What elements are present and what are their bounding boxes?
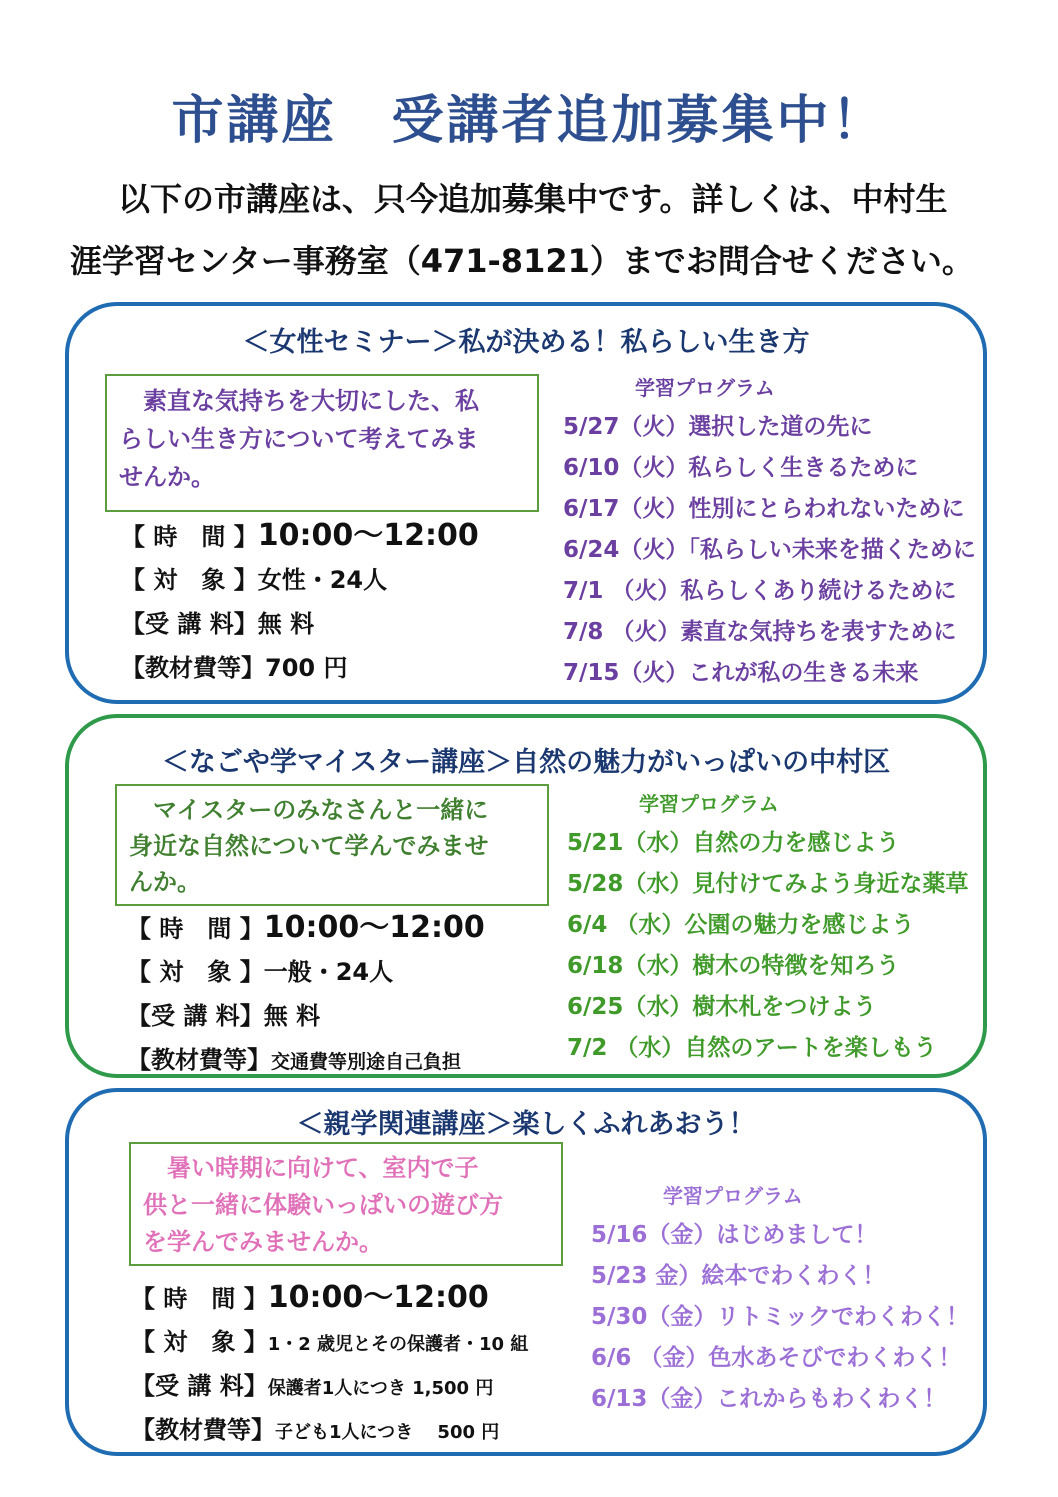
description-box xyxy=(129,1142,563,1266)
program-item: 6/24（火）「私らしい未来を描くために xyxy=(563,537,976,563)
value-materials: 交通費等別途自己負担 xyxy=(271,1051,462,1073)
intro-line-1: 以下の市講座は、只今追加募集中です。詳しくは、中村生 xyxy=(118,180,948,218)
section-womens-seminar xyxy=(65,302,987,704)
program-item: 6/4 （水）公園の魅力を感じよう xyxy=(567,912,915,938)
info-time xyxy=(121,514,479,558)
program-item: 5/16（金）はじめまして！ xyxy=(591,1222,878,1248)
section-title: ＜なごや学マイスター講座＞自然の魅力がいっぱいの中村区 xyxy=(161,747,891,778)
info-fee xyxy=(127,994,485,1038)
program-item: 7/8 （火）素直な気持ちを表すために xyxy=(563,619,957,645)
value-time: 10:00〜12:00 xyxy=(257,518,479,553)
info-fee xyxy=(131,1364,528,1408)
program-heading: 学習プログラム xyxy=(635,376,775,400)
value-time: 10:00〜12:00 xyxy=(267,1280,489,1315)
label-materials: 【教材費等】 xyxy=(121,654,265,682)
program-item: 7/15（火）これが私の生きる未来 xyxy=(563,660,919,686)
section-title: ＜女性セミナー＞私が決める！私らしい生き方 xyxy=(242,327,810,358)
info-time xyxy=(127,906,485,950)
description-line: 身近な自然について学んでみませ xyxy=(129,832,489,860)
description-line: 供と一緒に体験いっぱいの遊び方 xyxy=(143,1191,503,1219)
value-target: 一般・24人 xyxy=(263,958,394,986)
program-item: 5/27（火）選択した道の先に xyxy=(563,414,873,440)
program-list xyxy=(567,788,968,1069)
value-materials: 700 円 xyxy=(265,654,348,682)
program-item: 6/17（火）性別にとらわれないために xyxy=(563,496,965,522)
label-time: 【 時 間 】 xyxy=(121,523,258,551)
section-parenting xyxy=(65,1088,987,1456)
description-line: らしい生き方について考えてみま xyxy=(119,425,479,453)
description-line: を学んでみませんか。 xyxy=(143,1228,383,1256)
program-item: 6/18（水）樹木の特徴を知ろう xyxy=(567,953,900,979)
label-materials: 【教材費等】 xyxy=(127,1046,271,1074)
label-time: 【 時 間 】 xyxy=(127,915,264,943)
page-title: 市講座 受講者追加募集中！ xyxy=(171,91,887,151)
value-time: 10:00〜12:00 xyxy=(263,910,485,945)
description-box xyxy=(105,374,539,512)
value-fee: 無 料 xyxy=(263,1002,321,1030)
label-fee: 【受 講 料】 xyxy=(131,1372,268,1400)
info-target xyxy=(121,558,479,602)
value-fee: 無 料 xyxy=(257,610,315,638)
section-nagoya-meister xyxy=(65,714,987,1078)
value-materials: 子ども1人につき 500 円 xyxy=(275,1422,500,1443)
program-item: 5/30（金）リトミックでわくわく！ xyxy=(591,1304,969,1330)
label-fee: 【受 講 料】 xyxy=(127,1002,264,1030)
program-item: 7/1 （火）私らしくあり続けるために xyxy=(563,578,957,604)
info-target xyxy=(131,1320,528,1364)
program-list xyxy=(563,372,976,694)
description-line: 素直な気持ちを大切にした、私 xyxy=(143,387,479,415)
value-fee: 保護者1人につき 1,500 円 xyxy=(267,1378,494,1399)
description-line: せんか。 xyxy=(119,463,215,491)
program-item: 7/2 （水）自然のアートを楽しもう xyxy=(567,1035,937,1061)
info-materials xyxy=(127,1038,485,1082)
label-materials: 【教材費等】 xyxy=(131,1416,275,1444)
info-block xyxy=(127,906,485,1082)
program-item: 5/28（水）見付けてみよう身近な薬草 xyxy=(567,871,969,897)
value-target: 1・2 歳児とその保護者・10 組 xyxy=(267,1334,529,1355)
description-line: 暑い時期に向けて、室内で子 xyxy=(167,1154,479,1182)
info-fee xyxy=(121,602,479,646)
program-list xyxy=(591,1180,969,1420)
info-target xyxy=(127,950,485,994)
label-target: 【 対 象 】 xyxy=(121,566,258,594)
description-box xyxy=(115,784,549,906)
program-heading: 学習プログラム xyxy=(663,1184,803,1208)
label-target: 【 対 象 】 xyxy=(127,958,264,986)
info-block xyxy=(121,514,479,690)
program-item: 6/13（金）これからもわくわく！ xyxy=(591,1386,947,1412)
label-fee: 【受 講 料】 xyxy=(121,610,258,638)
intro-line-2: 涯学習センター事務室（471‑8121）までお問合せください。 xyxy=(70,242,974,280)
program-item: 5/23 金）絵本でわくわく！ xyxy=(591,1263,886,1289)
intro-text xyxy=(70,168,1000,292)
section-title: ＜親学関連講座＞楽しくふれあおう！ xyxy=(296,1109,756,1140)
program-item: 6/6 （金）色水あそびでわくわく！ xyxy=(591,1345,962,1371)
info-materials xyxy=(131,1408,528,1452)
program-item: 6/10（火）私らしく生きるために xyxy=(563,455,919,481)
description-line: マイスターのみなさんと一緒に xyxy=(153,796,489,824)
label-time: 【 時 間 】 xyxy=(131,1285,268,1313)
program-item: 6/25（水）樹木札をつけよう xyxy=(567,994,877,1020)
value-target: 女性・24人 xyxy=(257,566,388,594)
info-time xyxy=(131,1276,528,1320)
description-line: んか。 xyxy=(129,868,201,896)
info-block xyxy=(131,1276,528,1452)
label-target: 【 対 象 】 xyxy=(131,1328,268,1356)
program-item: 5/21（水）自然の力を感じよう xyxy=(567,830,900,856)
info-materials xyxy=(121,646,479,690)
program-heading: 学習プログラム xyxy=(639,792,779,816)
